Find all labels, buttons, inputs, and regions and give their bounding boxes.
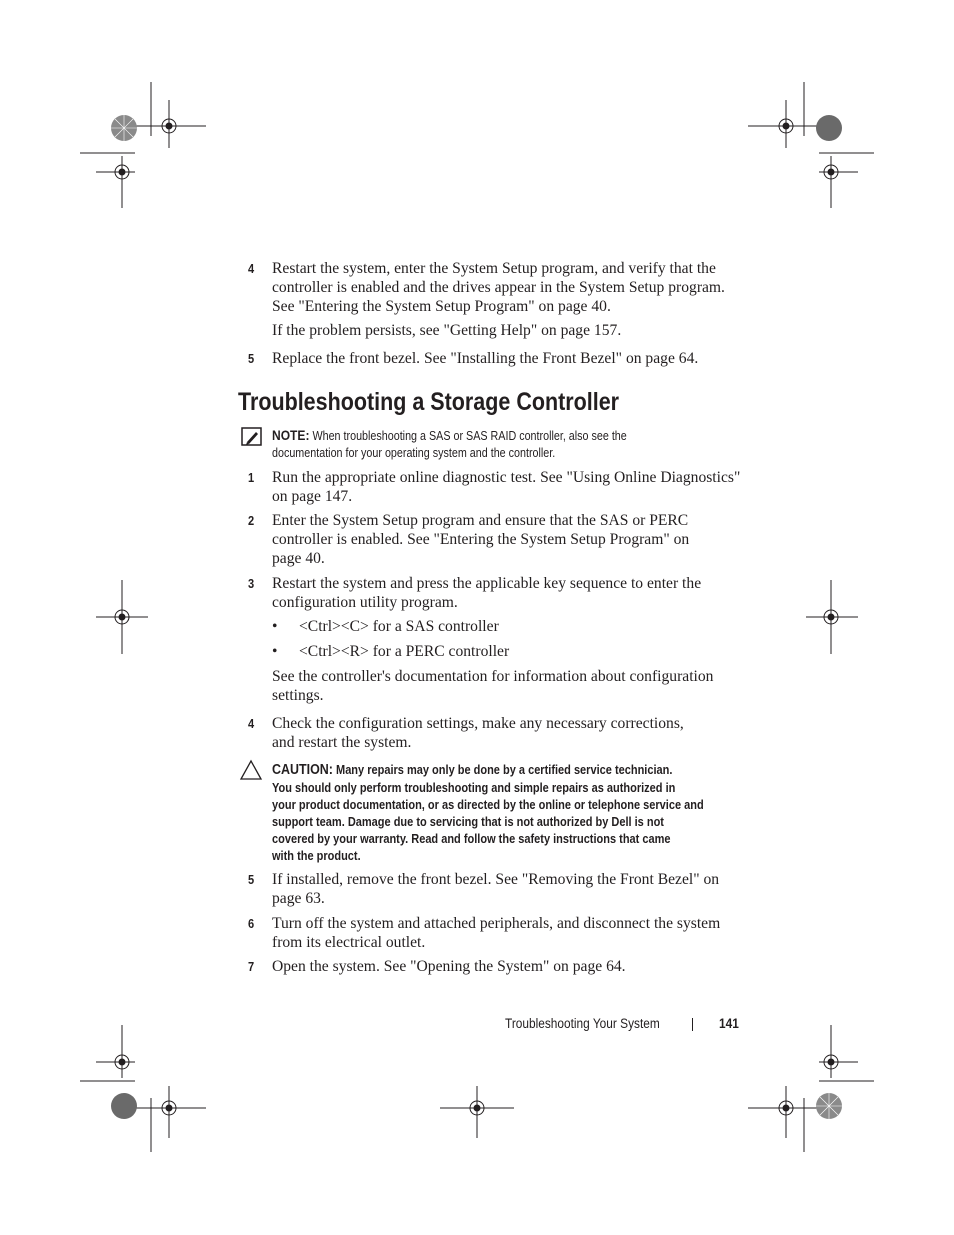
section-heading: Troubleshooting a Storage Controller — [238, 388, 620, 416]
bullet-mark: • — [272, 643, 278, 660]
step-number: 4 — [248, 261, 255, 276]
note-pencil-icon — [241, 427, 263, 447]
footer-section-title: Troubleshooting Your System — [505, 1016, 660, 1031]
step-line: and restart the system. — [272, 734, 412, 751]
step-line: Restart the system, enter the System Setup program, and verify that the — [272, 260, 716, 277]
step-line: page 63. — [272, 890, 325, 907]
step-line: Check the configuration settings, make any necessary corrections, — [272, 715, 684, 732]
step-text — [272, 259, 742, 316]
step-number: 1 — [248, 470, 255, 485]
footer-divider — [692, 1018, 693, 1031]
step-line: controller is enabled and the drives appear in the System Setup program. — [272, 279, 725, 296]
step-line: settings. — [272, 687, 324, 704]
step-line: Run the appropriate online diagnostic test. See "Using Online Diagnostics" — [272, 469, 741, 486]
step-text: Replace the front bezel. See "Installing the Front Bezel" on page 64. — [272, 350, 699, 367]
step-line: from its electrical outlet. — [272, 934, 426, 951]
step-text — [272, 714, 742, 752]
step-line: If installed, remove the front bezel. See "Removing the Front Bezel" on — [272, 871, 720, 888]
step-number: 5 — [248, 872, 255, 887]
step-line: Turn off the system and attached peripherals, and disconnect the system — [272, 915, 721, 932]
caution-text: your product documentation, or as directed by the online or telephone service and — [272, 797, 704, 812]
caution-label: CAUTION: — [272, 762, 333, 778]
caution-block — [272, 761, 743, 864]
step-line: Enter the System Setup program and ensure that the SAS or PERC — [272, 512, 689, 529]
page-number: 141 — [719, 1016, 739, 1031]
step-text: Open the system. See "Opening the System" on page 64. — [272, 958, 626, 975]
bullet-text: <Ctrl><R> for a PERC controller — [299, 643, 510, 660]
step-number: 3 — [248, 576, 255, 591]
note-text: When troubleshooting a SAS or SAS RAID controller, also see the — [309, 429, 627, 443]
step-extra: If the problem persists, see "Getting Help" on page 157. — [272, 322, 622, 339]
step-line: configuration utility program. — [272, 594, 458, 611]
caution-text: support team. Damage due to servicing that is not authorized by Dell is not — [272, 814, 664, 829]
step-line: page 40. — [272, 550, 325, 567]
caution-text: Many repairs may only be done by a certified service technician. — [332, 762, 673, 777]
note-label: NOTE: — [272, 427, 310, 443]
step-number: 5 — [248, 351, 255, 366]
note-block — [272, 427, 754, 462]
caution-text: covered by your warranty. Read and follow the safety instructions that came — [272, 831, 671, 846]
step-line: See the controller's documentation for information about configuration — [272, 668, 714, 685]
step-line: Restart the system and press the applicable key sequence to enter the — [272, 575, 702, 592]
bullet-mark: • — [272, 618, 278, 635]
step-text — [272, 574, 742, 612]
note-text: documentation for your operating system and the controller. — [272, 446, 556, 460]
caution-icon — [239, 759, 263, 781]
step-text — [272, 468, 742, 506]
step-text — [272, 511, 742, 568]
step-number: 4 — [248, 716, 255, 731]
step-line: controller is enabled. See "Entering the System Setup Program" on — [272, 531, 690, 548]
step-extra — [272, 667, 742, 705]
step-line: See "Entering the System Setup Program" on page 40. — [272, 298, 611, 315]
caution-text: with the product. — [272, 848, 361, 863]
step-number: 7 — [248, 959, 255, 974]
bullet-text: <Ctrl><C> for a SAS controller — [299, 618, 499, 635]
caution-text: You should only perform troubleshooting and simple repairs as authorized in — [272, 780, 676, 795]
step-number: 2 — [248, 513, 255, 528]
step-line: on page 147. — [272, 488, 353, 505]
step-text — [272, 870, 742, 908]
step-text — [272, 914, 742, 952]
step-number: 6 — [248, 916, 255, 931]
